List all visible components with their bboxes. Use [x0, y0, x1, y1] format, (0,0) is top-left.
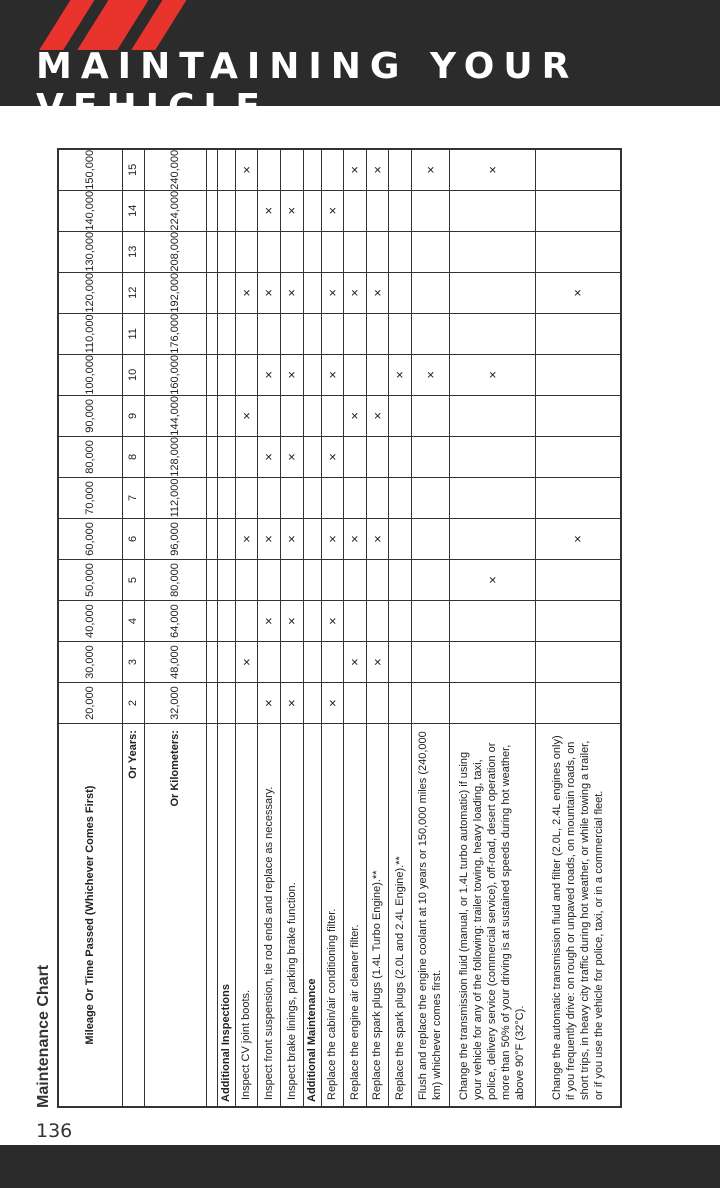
interval-cell — [535, 231, 621, 272]
page-number: 136 — [36, 1120, 73, 1142]
service-mark: × — [343, 149, 366, 190]
interval-cell — [535, 683, 621, 724]
interval-km: 144,000 — [144, 395, 206, 436]
interval-cell — [388, 436, 411, 477]
interval-cell — [388, 477, 411, 518]
interval-miles: 30,000 — [58, 642, 122, 683]
spacer-cell — [206, 149, 217, 190]
interval-cell — [321, 231, 343, 272]
section-cell — [303, 231, 321, 272]
interval-cell — [235, 436, 257, 477]
service-mark: × — [411, 149, 449, 190]
spacer-cell — [206, 231, 217, 272]
section-cell — [303, 272, 321, 313]
task-description: Inspect brake linings, parking brake function. — [280, 724, 303, 1107]
interval-cell — [535, 149, 621, 190]
spacer-cell — [206, 436, 217, 477]
interval-cell — [257, 559, 280, 600]
section-title: Additional Inspections — [217, 724, 235, 1107]
service-mark: × — [343, 272, 366, 313]
mileage-label: Mileage Or Time Passed (Whichever Comes First) — [58, 724, 122, 1107]
interval-cell — [280, 313, 303, 354]
spacer-cell — [206, 190, 217, 231]
interval-cell — [535, 354, 621, 395]
interval-year: 3 — [122, 642, 144, 683]
service-mark: × — [257, 518, 280, 559]
section-cell — [303, 559, 321, 600]
interval-cell — [388, 313, 411, 354]
section-cell — [303, 601, 321, 642]
section-cell — [217, 313, 235, 354]
interval-cell — [535, 601, 621, 642]
interval-cell — [343, 683, 366, 724]
table-row — [280, 149, 303, 1107]
section-cell — [217, 395, 235, 436]
interval-cell — [257, 149, 280, 190]
interval-km: 224,000 — [144, 190, 206, 231]
interval-cell — [343, 190, 366, 231]
interval-cell — [343, 436, 366, 477]
interval-cell — [235, 559, 257, 600]
task-description: Replace the engine air cleaner filter. — [343, 724, 366, 1107]
interval-cell — [411, 642, 449, 683]
interval-km: 48,000 — [144, 642, 206, 683]
service-mark: × — [321, 272, 343, 313]
interval-cell — [535, 642, 621, 683]
section-cell — [303, 190, 321, 231]
section-cell — [217, 272, 235, 313]
spacer-cell — [206, 559, 217, 600]
service-mark: × — [280, 272, 303, 313]
table-row — [535, 149, 621, 1107]
service-mark: × — [280, 518, 303, 559]
service-mark: × — [366, 149, 388, 190]
interval-cell — [449, 395, 535, 436]
spacer-cell — [206, 683, 217, 724]
interval-cell — [235, 601, 257, 642]
maintenance-table — [57, 148, 622, 1108]
interval-cell — [366, 683, 388, 724]
spacer-cell — [206, 642, 217, 683]
service-mark: × — [449, 354, 535, 395]
interval-cell — [535, 477, 621, 518]
interval-cell — [257, 313, 280, 354]
section-cell — [303, 477, 321, 518]
interval-year: 9 — [122, 395, 144, 436]
header-row-years — [122, 149, 144, 1107]
service-mark: × — [343, 395, 366, 436]
interval-km: 160,000 — [144, 354, 206, 395]
service-mark: × — [235, 272, 257, 313]
interval-cell — [449, 231, 535, 272]
interval-cell — [411, 518, 449, 559]
rotated-chart — [35, 148, 611, 1108]
service-mark: × — [343, 518, 366, 559]
interval-cell — [280, 395, 303, 436]
service-mark: × — [235, 642, 257, 683]
spacer-cell — [206, 477, 217, 518]
section-cell — [303, 683, 321, 724]
interval-cell — [343, 477, 366, 518]
interval-cell — [235, 190, 257, 231]
interval-cell — [535, 559, 621, 600]
interval-year: 8 — [122, 436, 144, 477]
interval-cell — [388, 642, 411, 683]
interval-km: 192,000 — [144, 272, 206, 313]
interval-miles: 120,000 — [58, 272, 122, 313]
interval-cell — [411, 477, 449, 518]
interval-miles: 90,000 — [58, 395, 122, 436]
interval-km: 96,000 — [144, 518, 206, 559]
section-cell — [217, 190, 235, 231]
interval-cell — [388, 190, 411, 231]
interval-cell — [280, 231, 303, 272]
interval-year: 13 — [122, 231, 144, 272]
task-description: Inspect front suspension, tie rod ends and replace as necessary. — [257, 724, 280, 1107]
service-mark: × — [366, 642, 388, 683]
interval-cell — [388, 601, 411, 642]
interval-cell — [257, 231, 280, 272]
interval-cell — [321, 149, 343, 190]
years-label: Or Years: — [122, 724, 144, 1107]
interval-year: 10 — [122, 354, 144, 395]
interval-cell — [343, 313, 366, 354]
interval-year: 7 — [122, 477, 144, 518]
task-description: Flush and replace the engine coolant at 10 years or 150,000 miles (240,000 km) whichever comes first. — [411, 724, 449, 1107]
interval-miles: 80,000 — [58, 436, 122, 477]
interval-miles: 150,000 — [58, 149, 122, 190]
interval-cell — [280, 149, 303, 190]
interval-year: 4 — [122, 601, 144, 642]
task-description: Inspect CV joint boots. — [235, 724, 257, 1107]
section-header-row — [303, 149, 321, 1107]
interval-cell — [366, 559, 388, 600]
service-mark: × — [343, 642, 366, 683]
interval-km: 240,000 — [144, 149, 206, 190]
service-mark: × — [280, 436, 303, 477]
service-mark: × — [321, 354, 343, 395]
table-row — [321, 149, 343, 1107]
service-mark: × — [257, 190, 280, 231]
section-cell — [217, 683, 235, 724]
interval-cell — [280, 642, 303, 683]
chart-title: Maintenance Chart — [35, 964, 52, 1108]
interval-year: 14 — [122, 190, 144, 231]
section-cell — [217, 149, 235, 190]
interval-km: 64,000 — [144, 601, 206, 642]
service-mark: × — [257, 601, 280, 642]
interval-cell — [411, 395, 449, 436]
interval-cell — [321, 559, 343, 600]
service-mark: × — [388, 354, 411, 395]
interval-cell — [321, 313, 343, 354]
interval-cell — [388, 559, 411, 600]
interval-cell — [257, 477, 280, 518]
interval-cell — [388, 149, 411, 190]
interval-cell — [449, 518, 535, 559]
interval-miles: 20,000 — [58, 683, 122, 724]
interval-miles: 140,000 — [58, 190, 122, 231]
interval-cell — [343, 601, 366, 642]
section-header-row — [217, 149, 235, 1107]
section-cell — [217, 559, 235, 600]
table-row — [235, 149, 257, 1107]
spacer-cell — [206, 724, 217, 1107]
interval-cell — [235, 231, 257, 272]
section-cell — [303, 518, 321, 559]
service-mark: × — [321, 683, 343, 724]
interval-cell — [388, 395, 411, 436]
service-mark: × — [257, 436, 280, 477]
section-cell — [217, 354, 235, 395]
service-mark: × — [321, 436, 343, 477]
page-header — [0, 0, 720, 128]
interval-cell — [280, 559, 303, 600]
table-row — [257, 149, 280, 1107]
task-description: Change the automatic transmission fluid and filter (2.0L, 2.4L engines only) if you frequently drive: on rough or unpaved roads, on mountain roads, on short trips, in heavy city traffic during hot weather, or while towing a trailer, or if you use the vehicle for police, taxi, or in a commercial fleet. — [535, 724, 621, 1107]
table-row — [343, 149, 366, 1107]
spacer-cell — [206, 272, 217, 313]
section-cell — [217, 601, 235, 642]
header-row-kilometers — [144, 149, 206, 1107]
spacer-cell — [206, 601, 217, 642]
task-description: Replace the spark plugs (2.0L and 2.4L Engine).** — [388, 724, 411, 1107]
service-mark: × — [257, 354, 280, 395]
task-description: Replace the spark plugs (1.4L Turbo Engine).** — [366, 724, 388, 1107]
interval-cell — [235, 313, 257, 354]
interval-cell — [321, 642, 343, 683]
service-mark: × — [535, 518, 621, 559]
interval-miles: 50,000 — [58, 559, 122, 600]
interval-miles: 100,000 — [58, 354, 122, 395]
interval-cell — [257, 395, 280, 436]
interval-cell — [366, 354, 388, 395]
section-cell — [217, 518, 235, 559]
interval-km: 208,000 — [144, 231, 206, 272]
interval-cell — [449, 313, 535, 354]
section-cell — [303, 313, 321, 354]
interval-miles: 70,000 — [58, 477, 122, 518]
task-description: Replace the cabin/air conditioning filter. — [321, 724, 343, 1107]
table-row — [388, 149, 411, 1107]
interval-cell — [449, 642, 535, 683]
service-mark: × — [280, 190, 303, 231]
interval-cell — [535, 313, 621, 354]
section-title: Additional Maintenance — [303, 724, 321, 1107]
interval-cell — [388, 683, 411, 724]
spacer-cell — [206, 395, 217, 436]
interval-cell — [535, 190, 621, 231]
interval-cell — [535, 436, 621, 477]
interval-year: 6 — [122, 518, 144, 559]
interval-cell — [343, 354, 366, 395]
service-mark: × — [257, 683, 280, 724]
interval-cell — [535, 395, 621, 436]
interval-year: 5 — [122, 559, 144, 600]
section-cell — [303, 395, 321, 436]
interval-year: 11 — [122, 313, 144, 354]
interval-cell — [366, 231, 388, 272]
interval-km: 80,000 — [144, 559, 206, 600]
interval-cell — [235, 477, 257, 518]
service-mark: × — [449, 559, 535, 600]
section-cell — [303, 436, 321, 477]
interval-cell — [411, 436, 449, 477]
service-mark: × — [321, 190, 343, 231]
service-mark: × — [321, 601, 343, 642]
service-mark: × — [366, 272, 388, 313]
interval-cell — [411, 683, 449, 724]
interval-cell — [411, 559, 449, 600]
interval-cell — [235, 683, 257, 724]
interval-cell — [449, 436, 535, 477]
spacer-cell — [206, 518, 217, 559]
service-mark: × — [280, 601, 303, 642]
interval-cell — [449, 190, 535, 231]
interval-cell — [411, 190, 449, 231]
spacer-cell — [206, 313, 217, 354]
table-row — [366, 149, 388, 1107]
interval-year: 15 — [122, 149, 144, 190]
interval-cell — [388, 518, 411, 559]
interval-cell — [366, 313, 388, 354]
spacer-row — [206, 149, 217, 1107]
interval-cell — [321, 395, 343, 436]
table-row — [449, 149, 535, 1107]
interval-cell — [366, 190, 388, 231]
interval-cell — [321, 477, 343, 518]
interval-cell — [280, 477, 303, 518]
interval-cell — [449, 601, 535, 642]
kilometers-label: Or Kilometers: — [144, 724, 206, 1107]
service-mark: × — [449, 149, 535, 190]
service-mark: × — [280, 354, 303, 395]
interval-cell — [366, 477, 388, 518]
table-row — [411, 149, 449, 1107]
page-footer — [0, 1145, 720, 1188]
interval-km: 176,000 — [144, 313, 206, 354]
interval-cell — [411, 313, 449, 354]
section-cell — [217, 231, 235, 272]
interval-cell — [343, 231, 366, 272]
service-mark: × — [257, 272, 280, 313]
interval-miles: 130,000 — [58, 231, 122, 272]
interval-cell — [449, 683, 535, 724]
interval-cell — [257, 642, 280, 683]
interval-cell — [235, 354, 257, 395]
interval-km: 128,000 — [144, 436, 206, 477]
service-mark: × — [235, 149, 257, 190]
interval-miles: 110,000 — [58, 313, 122, 354]
section-cell — [217, 436, 235, 477]
interval-km: 112,000 — [144, 477, 206, 518]
interval-cell — [366, 436, 388, 477]
interval-year: 12 — [122, 272, 144, 313]
interval-cell — [449, 272, 535, 313]
service-mark: × — [411, 354, 449, 395]
interval-cell — [411, 601, 449, 642]
page-title: MAINTAINING YOUR VEHICLE — [36, 46, 579, 128]
section-cell — [303, 354, 321, 395]
interval-cell — [411, 231, 449, 272]
interval-miles: 40,000 — [58, 601, 122, 642]
interval-miles: 60,000 — [58, 518, 122, 559]
header-row-miles — [58, 149, 122, 1107]
service-mark: × — [321, 518, 343, 559]
service-mark: × — [235, 395, 257, 436]
interval-km: 32,000 — [144, 683, 206, 724]
section-cell — [303, 642, 321, 683]
service-mark: × — [535, 272, 621, 313]
interval-cell — [388, 272, 411, 313]
service-mark: × — [366, 395, 388, 436]
interval-year: 2 — [122, 683, 144, 724]
spacer-cell — [206, 354, 217, 395]
section-cell — [217, 477, 235, 518]
task-description: Change the transmission fluid (manual, or 1.4L turbo automatic) if using your vehicle for any of the following: trailer towing, heavy loading, taxi, police, delivery service (commercial service), off-road, desert operation or more than 50% of your driving is at sustained speeds during hot weather, above 90°F (32°C). — [449, 724, 535, 1107]
service-mark: × — [366, 518, 388, 559]
section-cell — [303, 149, 321, 190]
interval-cell — [411, 272, 449, 313]
interval-cell — [388, 231, 411, 272]
section-cell — [217, 642, 235, 683]
service-mark: × — [235, 518, 257, 559]
interval-cell — [366, 601, 388, 642]
interval-cell — [343, 559, 366, 600]
service-mark: × — [280, 683, 303, 724]
interval-cell — [449, 477, 535, 518]
